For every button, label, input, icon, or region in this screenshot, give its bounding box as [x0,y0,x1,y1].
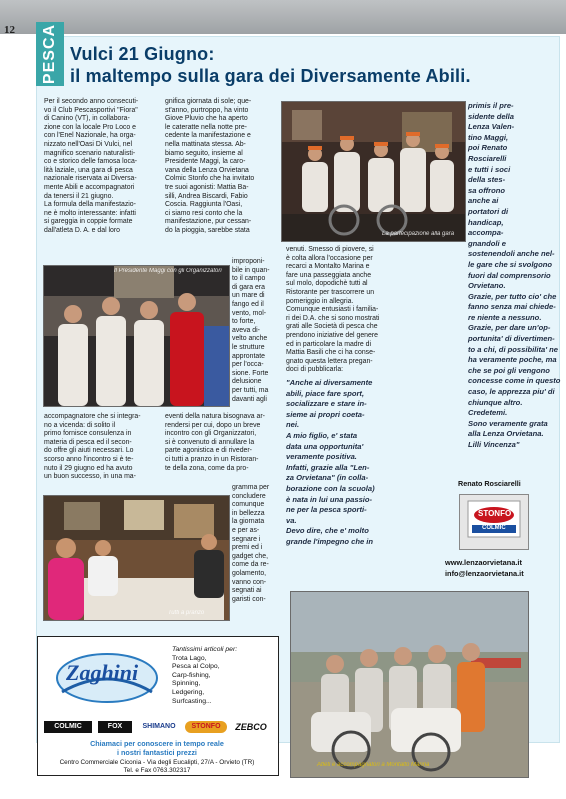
letter-line: alla Lenza Orvietana. [468,429,544,439]
headline-line1: Vulci 21 Giugno: [70,44,215,64]
letter-line: fuori dal comprensorio [468,270,551,280]
text-line: come da re- [232,561,269,569]
photo-participants [281,101,466,242]
text-line: scorso anno l'incontro si è te- [44,455,134,463]
text-line: golamento, [232,569,267,577]
author-signature: Renato Rosciarelli [458,479,521,488]
text-line: ci tutti a pranzo in un Ristoran- [165,455,259,463]
text-line: un mare di [232,292,265,300]
text-line: to forte, [232,318,256,326]
text-line: manifestazione, pur cessan- [165,218,252,226]
letter-column3 [286,378,436,548]
text-line: accompagnatore che si integra- [44,413,141,420]
section-tab [36,22,64,86]
text-line: cedente la manifestazione e [165,132,251,140]
text-line: gramma per [232,484,270,491]
ad-item: Ledgering, [172,688,205,696]
letter-line: sostenendoli anche nel- [468,249,555,259]
photo-group [290,591,529,778]
letter-line: ne per la pesca sporti- [286,505,367,515]
top-bar [0,0,566,34]
text-line: rendersi per cui, dopo un breve [165,421,261,429]
text-line: biamo seguito, insieme al [165,149,243,157]
email-link[interactable]: info@lenzaorvietana.it [445,569,524,578]
text-line: ed in particolare la madre di [286,340,372,348]
text-line: silli, Andrea Biscardi, Fabio [165,192,248,200]
letter-line: poi Renato [468,143,508,153]
letter-line: Grazie, per dare un'op- [468,323,551,333]
letter-line: Sono veramente grata [468,418,548,428]
letter-line: nei. [286,420,300,430]
section-label: PESCA [41,23,58,85]
text-line: pomeriggio in allegria. [286,297,354,305]
text-line: è colta allora l'occasione per [286,254,373,262]
ad-item: Spinning, [172,680,201,688]
letter-line: è nata in lui una passio- [286,494,373,504]
website-link[interactable]: www.lenzaorvietana.it [445,558,522,567]
letter-line: portatori di [468,206,509,216]
text-line: da tenersi il 21 giugno. [44,192,114,200]
text-line: vanno con- [232,578,267,586]
column2-top-text [165,98,278,236]
text-line: con l'Enel Nazionale, ha orga- [44,132,136,140]
text-line: sul molo, dopodichè tutti al [286,280,368,288]
text-line: lità laziale, una gara di pesca [44,166,133,174]
text-line: co e storico delle famosa loca- [44,158,138,166]
text-line: approntate [232,352,265,360]
letter-line: sa offrono [468,185,505,195]
logo-brand2: COLMIC [482,525,506,531]
ad-item: Pesca al Colpo, [172,663,220,671]
letter-line: Rosciarelli [468,153,507,163]
ad-item-list [172,646,237,706]
text-line: concludere [232,492,266,500]
text-line: e per as- [232,526,260,534]
letter-line: to a chi, di possibilita' ne [468,344,558,354]
letter-line: caso, le apprezza piu' di [468,387,555,397]
letter-line: Lenza Valen- [468,122,515,132]
text-line: di Canino (VT), in collabora- [44,115,130,123]
letter-line: socializzare e stare in- [286,399,367,409]
photo-lunch [43,495,230,621]
letter-line: Credetemi. [468,408,508,418]
text-line: nazionale riservata ai Diversa- [44,175,137,183]
letter-line: abili, piace fare sport, [286,388,365,398]
letter-line: veramente positiva. [286,452,357,462]
text-line: zione con la locale Pro Loco e [44,123,136,131]
text-line: eventi della natura bisognava ar- [165,413,265,420]
photo-president-organizers [43,265,230,407]
text-line: mente Abili e accompagnatori [44,183,135,191]
text-line: si gareggia in coppie formate [44,218,133,226]
text-line: vo il Club Pescasportivi "Fiora" [44,106,138,114]
letter-line: A mio figlio, e' stata [286,430,358,440]
logo-brand1: STONFO [478,509,512,518]
text-line: velto anche [232,335,268,343]
letter-line: sieme ai propri coeta- [286,409,365,419]
letter-line: anche ai [468,196,499,206]
letter-line: ha veramente poche, ma [468,355,557,365]
text-line: ci siamo resi conto che la [165,209,243,217]
text-line: di gara era [232,283,265,291]
letter-line: Devo dire, che e' molto [286,526,369,536]
letter-line: Infatti, grazie alla "Len- [286,462,370,472]
text-line: bile in quan- [232,266,270,274]
text-line: La formula della manifestazio- [44,201,136,209]
text-line: nuto il 29 giugno ed ha avuto [44,464,133,472]
text-line: parte agonistica e di riveder- [165,447,252,455]
ad-heading: Tantissimi articoli per: [172,646,238,653]
text-line: fango ed il [232,300,264,308]
text-line: grati alle Società di pesca che [286,323,378,331]
text-line: delusione [232,378,262,386]
text-line: primo fornisce consulenza in [44,430,132,438]
text-line: improponi- [232,258,265,265]
text-line: ne è molto interessante: infatti [44,209,136,217]
letter-line: va. [286,515,297,525]
text-line: Mattia Basili che ci ha conse- [286,349,376,357]
text-line: recarci a Montalto Marina e [286,263,370,271]
text-line: premi ed i [232,544,263,552]
text-line: doci di pubblicarla: [286,366,344,374]
text-line: venuti. Smesso di piovere, si [286,246,374,253]
ad-address-line: Centro Commerciale Ciconia - Via degli Eucalipti, 27/A - Orvieto (TR) [59,759,255,766]
text-line: incontro con gli Organizzatori, [165,430,257,438]
zaghini-logo [52,646,162,706]
text-line: ri dei D.A. che si sono mostrati [286,314,380,322]
zaghini-logo-text: Zaghini [66,660,139,685]
ad-cta-line2: i nostri fantastici prezzi [117,748,197,757]
text-line: fare una passeggiata anche [286,271,372,279]
letter-line: della stes- [468,175,506,185]
letter-line: che se poi gli vengono [468,365,550,375]
letter-line: Lilli Vincenza" [468,440,520,449]
letter-line: data una opportunita' [286,441,364,451]
page-number: 12 [4,24,15,36]
letter-line: tino Maggi, [468,132,509,142]
text-line: te della zona, come da pro- [165,464,249,472]
brand-stonfo: STONFO [185,721,227,733]
text-line: le cateratte nella notte pre- [165,123,247,131]
text-line: per l'occa- [232,361,264,369]
text-line: prendono iniziative del genere [286,331,378,339]
text-line: un buon successo, in una ma- [44,473,136,481]
text-line: sione. Forte [232,369,269,377]
letter-line: grande l'impegno che in [286,536,374,546]
column1-middle-text [44,413,160,482]
letter-line: concesse come in questo [468,376,561,386]
text-line: aveva di- [232,326,260,334]
text-line: nella mattinata stessa. Ab- [165,140,246,148]
text-line: segnare i [232,535,261,543]
text-line: gnifica giornata di sole; que- [165,98,252,105]
narrow-column-text [232,258,278,404]
brand-shimano: SHIMANO [142,723,176,730]
text-line: le strutture [232,343,265,351]
letter-line: accompa- [468,228,504,238]
text-line: segnati ai [232,587,262,595]
text-line: tre suoi agonisti: Mattia Ba- [165,183,249,191]
brand-colmic: COLMIC [44,721,92,733]
text-line: do offre gli aiuti necessari. Lo [44,447,134,455]
text-line: per tutti, ma [232,386,269,394]
letter-line: re niente a nessuno. [468,312,542,322]
photo-president-caption: Il Presidente Maggi con gli Organizzatori [114,268,222,274]
text-line: la giornata [232,518,265,526]
text-line: dall'atleta D. A. e dal loro [44,226,121,234]
ad-brand-row [44,721,272,735]
column3-top-text [286,246,434,375]
text-line: garisti con- [232,595,266,603]
narrow-column2-text [232,484,278,604]
text-line: gadget che, [232,552,269,560]
letter-line: chiunque altro. [468,397,523,407]
letter-line: za Orvietana" (in colla- [286,473,369,483]
brand-zebco: ZEBCO [235,722,267,732]
headline-line2: il maltempo sulla gara dei Diversamente Abili. [70,66,471,86]
column1-top-text [44,98,161,236]
text-line: Per il secondo anno consecuti- [44,98,139,105]
letter-line: e tutti i soci [468,164,511,174]
letter-line: borazione con la scuola) [286,483,375,493]
letter-line: fanno senza mai chiede- [468,302,556,312]
text-line: Comunque entusiasti i familia- [286,306,379,314]
ad-item: Trota Lago, [172,654,207,662]
text-line: Presidente Maggi, la caro- [165,158,246,166]
ad-item: Carp-fishing, [172,671,211,679]
text-line: si è convenuto di annullare la [165,438,255,446]
text-line: gnato questa lettera pregan- [286,357,373,365]
letter-column4 [468,101,561,451]
ad-phone-line: Tel. e Fax 0763.302317 [123,767,191,774]
text-line: do la pioggia, sarebbe stata [165,226,250,234]
photo-group-caption: Atleti e accompagnatori a Montalto Marina [317,762,430,768]
text-line: to il campo [232,275,266,283]
letter-line: sidente della [468,111,515,121]
text-line: davanti agli [232,395,267,403]
ad-item: Surfcasting... [172,697,212,705]
ad-cta-line1: Chiamaci per conoscere in tempo reale [90,739,224,748]
letter-line: "Anche ai diversamente [286,378,373,387]
text-line: comunque [232,501,265,509]
ad-call-to-action [40,739,274,757]
text-line: Ristorante per trascorrere un [286,288,375,296]
text-line: st'anno, purtroppo, ha vinto [165,106,249,114]
letter-line: handicap, [468,217,504,227]
lenza-orvietana-logo [459,494,529,550]
text-line: Giove Pluvio che ha aperto [165,115,248,123]
ad-address [40,759,274,775]
letter-line: le gare che si svolgono [468,259,552,269]
text-line: materia di pesca ed il secon- [44,438,132,446]
text-line: nizzato nell'Oasi Di Vulci, nel [44,140,132,148]
letter-line: Grazie, per tutto cio' che [468,291,557,301]
letter-line: portunita' di divertimen- [468,334,555,344]
text-line: vento, mol- [232,309,267,317]
text-line: no a vicenda: di solito il [44,421,116,429]
letter-line: gnandoli e [468,238,506,248]
text-line: Coscia. Raggiunta l'Oasi, [165,201,243,209]
text-line: magnifico scenario naturalisti- [44,149,136,157]
text-line: in bellezza [232,509,265,517]
column2-middle-text [165,413,278,473]
letter-line: primis il pre- [468,101,514,110]
text-line: Colmic Stonfo che ha invitato [165,175,255,183]
letter-line: Orvietano. [468,281,506,291]
photo-lunch-caption: Tutti a pranzo [168,610,205,616]
photo-participants-caption: La partecipazione alla gara [382,231,455,237]
brand-fox: FOX [98,721,132,733]
text-line: vana della Lenza Orvietana [165,166,249,174]
